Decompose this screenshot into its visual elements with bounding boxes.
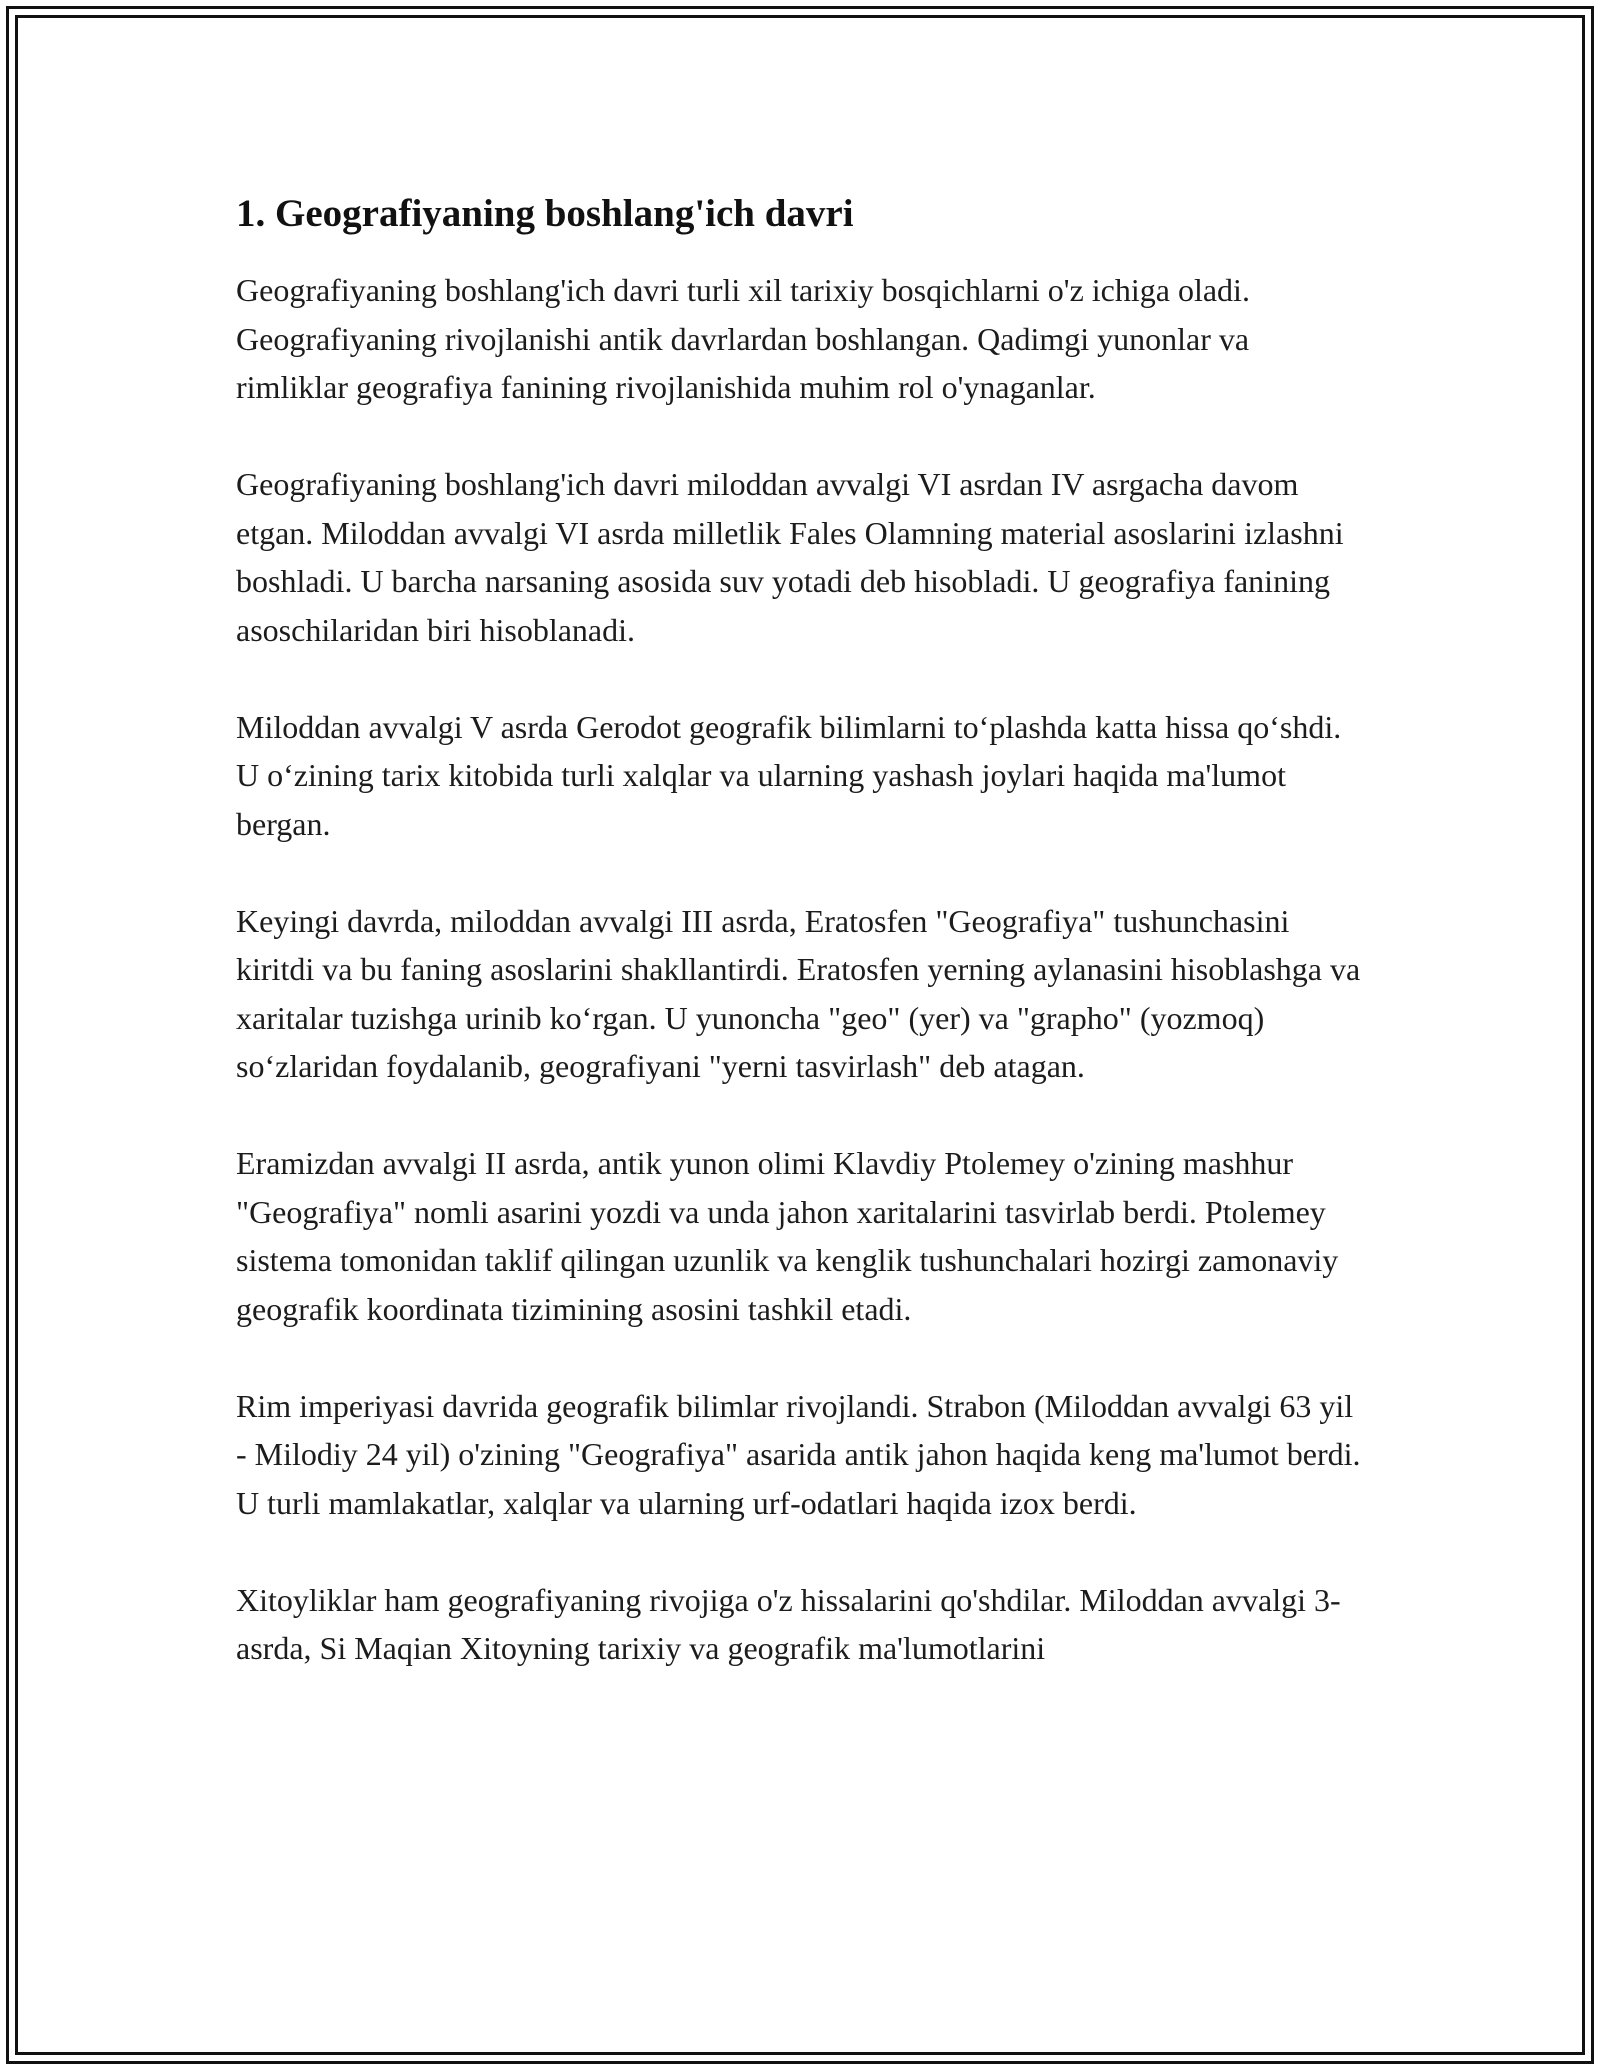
paragraph-7: Xitoyliklar ham geografiyaning rivojiga o'z hissalarini qo'shdilar. Miloddan avvalgi 3-asrda, Si Maqian Xitoyning tarixiy va geografik ma'lumotlarini — [236, 1581, 1341, 1666]
paragraph-4: Keyingi davrda, miloddan avvalgi III asrda, Eratosfen "Geografiya" tushunchasini kiritdi va bu faning asoslarini shakllantirdi. Eratosfen yerning aylanasini hisoblashga va xaritalar tuzishga urinib ko‘rgan. U yunoncha "geo" (yer) va "grapho" (yozmoq) so‘zlaridan foydalanib, geografiyani "yerni tasvirlash" deb atagan. — [236, 902, 1361, 1084]
document-body — [236, 190, 1366, 1673]
section-title: 1. Geografiyaning boshlang'ich davri — [236, 192, 854, 235]
paragraph-3: Miloddan avvalgi V asrda Gerodot geografik bilimlarni to‘plashda katta hissa qo‘shdi. U o‘zining tarix kitobida turli xalqlar va ularning yashash joylari haqida ma'lumot bergan. — [236, 708, 1342, 842]
paragraph-1: Geografiyaning boshlang'ich davri turli xil tarixiy bosqichlarni o'z ichiga oladi. Geografiyaning rivojlanishi antik davrlardan boshlangan. Qadimgi yunonlar va rimliklar geografiya fanining rivojlanishida muhim rol o'ynaganlar. — [236, 272, 1250, 405]
paragraph-5: Eramizdan avvalgi II asrda, antik yunon olimi Klavdiy Ptolemey o'zining mashhur "Geografiya" nomli asarini yozdi va unda jahon xaritalarini tasvirlab berdi. Ptolemey sistema tomonidan taklif qilingan uzunlik va kenglik tushunchalari hozirgi zamonaviy geografik koordinata tizimining asosini tashkil etadi. — [236, 1145, 1339, 1327]
paragraph-6: Rim imperiyasi davrida geografik bilimlar rivojlandi. Strabon (Miloddan avvalgi 63 yil - Milodiy 24 yil) o'zining "Geografiya" asarida antik jahon haqida keng ma'lumot berdi. U turli mamlakatlar, xalqlar va ularning urf-odatlari haqida izox berdi. — [236, 1387, 1361, 1521]
paragraph-2: Geografiyaning boshlang'ich davri miloddan avvalgi VI asrdan IV asrgacha davom etgan. Miloddan avvalgi VI asrda milletlik Fales Olamning material asoslarini izlashni boshladi. U barcha narsaning asosida suv yotadi deb hisobladi. U geografiya fanining asoschilaridan biri hisoblanadi. — [236, 466, 1344, 648]
